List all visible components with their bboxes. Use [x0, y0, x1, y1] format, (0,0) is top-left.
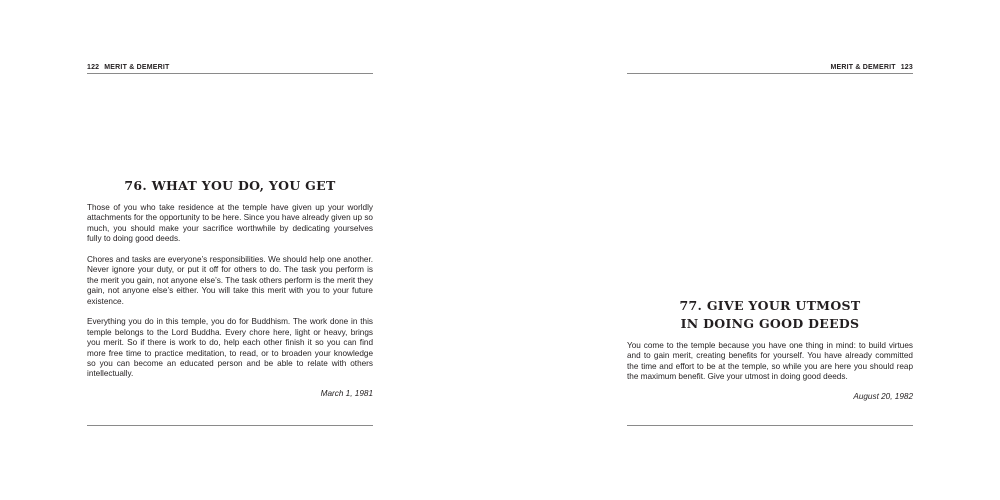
- left-page: [87, 0, 373, 500]
- footer-rule-left: [87, 425, 373, 426]
- body-paragraph: Chores and tasks are everyone’s responsibilities. We should help one another. Never ignore your duty, or put it off for others to do. The task you perform is the merit you gain, not anyone else’s. The task others perform is the merit they gain, not anyone else’s either. You will take this merit with you to your future existence.: [87, 255, 373, 306]
- chapter-title-77: [627, 297, 913, 333]
- header-rule-left: [87, 73, 373, 74]
- running-head-section-left: MERIT & DEMERIT: [104, 64, 170, 71]
- page-number-right: 123: [900, 64, 913, 71]
- chapter-body-77: [627, 341, 913, 402]
- date-line: August 20, 1982: [853, 391, 913, 401]
- chapter-title-line-1: 77. GIVE YOUR UTMOST: [679, 298, 861, 313]
- chapter-title-76: 76. WHAT YOU DO, YOU GET: [124, 178, 336, 193]
- running-head-left: [87, 63, 373, 72]
- footer-rule-right: [627, 425, 913, 426]
- body-paragraph: Those of you who take residence at the temple have given up your worldly attachments for the opportunity to be here. Since you have already given up so much, you should make your sacrifice worthwhile by dedicating yourselves fully to doing good deeds.: [87, 203, 373, 244]
- running-head-section-right: MERIT & DEMERIT: [830, 64, 896, 71]
- right-page: [627, 0, 913, 500]
- page-number-left: 122: [87, 64, 100, 71]
- date-line: March 1, 1981: [320, 388, 373, 398]
- chapter-title-line-2: IN DOING GOOD DEEDS: [680, 316, 860, 331]
- header-rule-right: [627, 73, 913, 74]
- body-paragraph: You come to the temple because you have one thing in mind: to build virtues and to gain merit, creating benefits for yourself. You have already committed the time and effort to be at the temple, so while you are here you should reap the maximum benefit. Give your utmost in doing good deeds.: [627, 341, 913, 382]
- running-head-right: [627, 63, 913, 72]
- body-paragraph: Everything you do in this temple, you do for Buddhism. The work done in this temple belongs to the Lord Buddha. Every chore here, light or heavy, brings you merit. So if there is work to do, help each other finish it so you can find more free time to practice meditation, to read, or to broaden your knowledge so you can become an educated person and be able to relate with others intellectually.: [87, 317, 373, 379]
- chapter-body-76: [87, 203, 373, 399]
